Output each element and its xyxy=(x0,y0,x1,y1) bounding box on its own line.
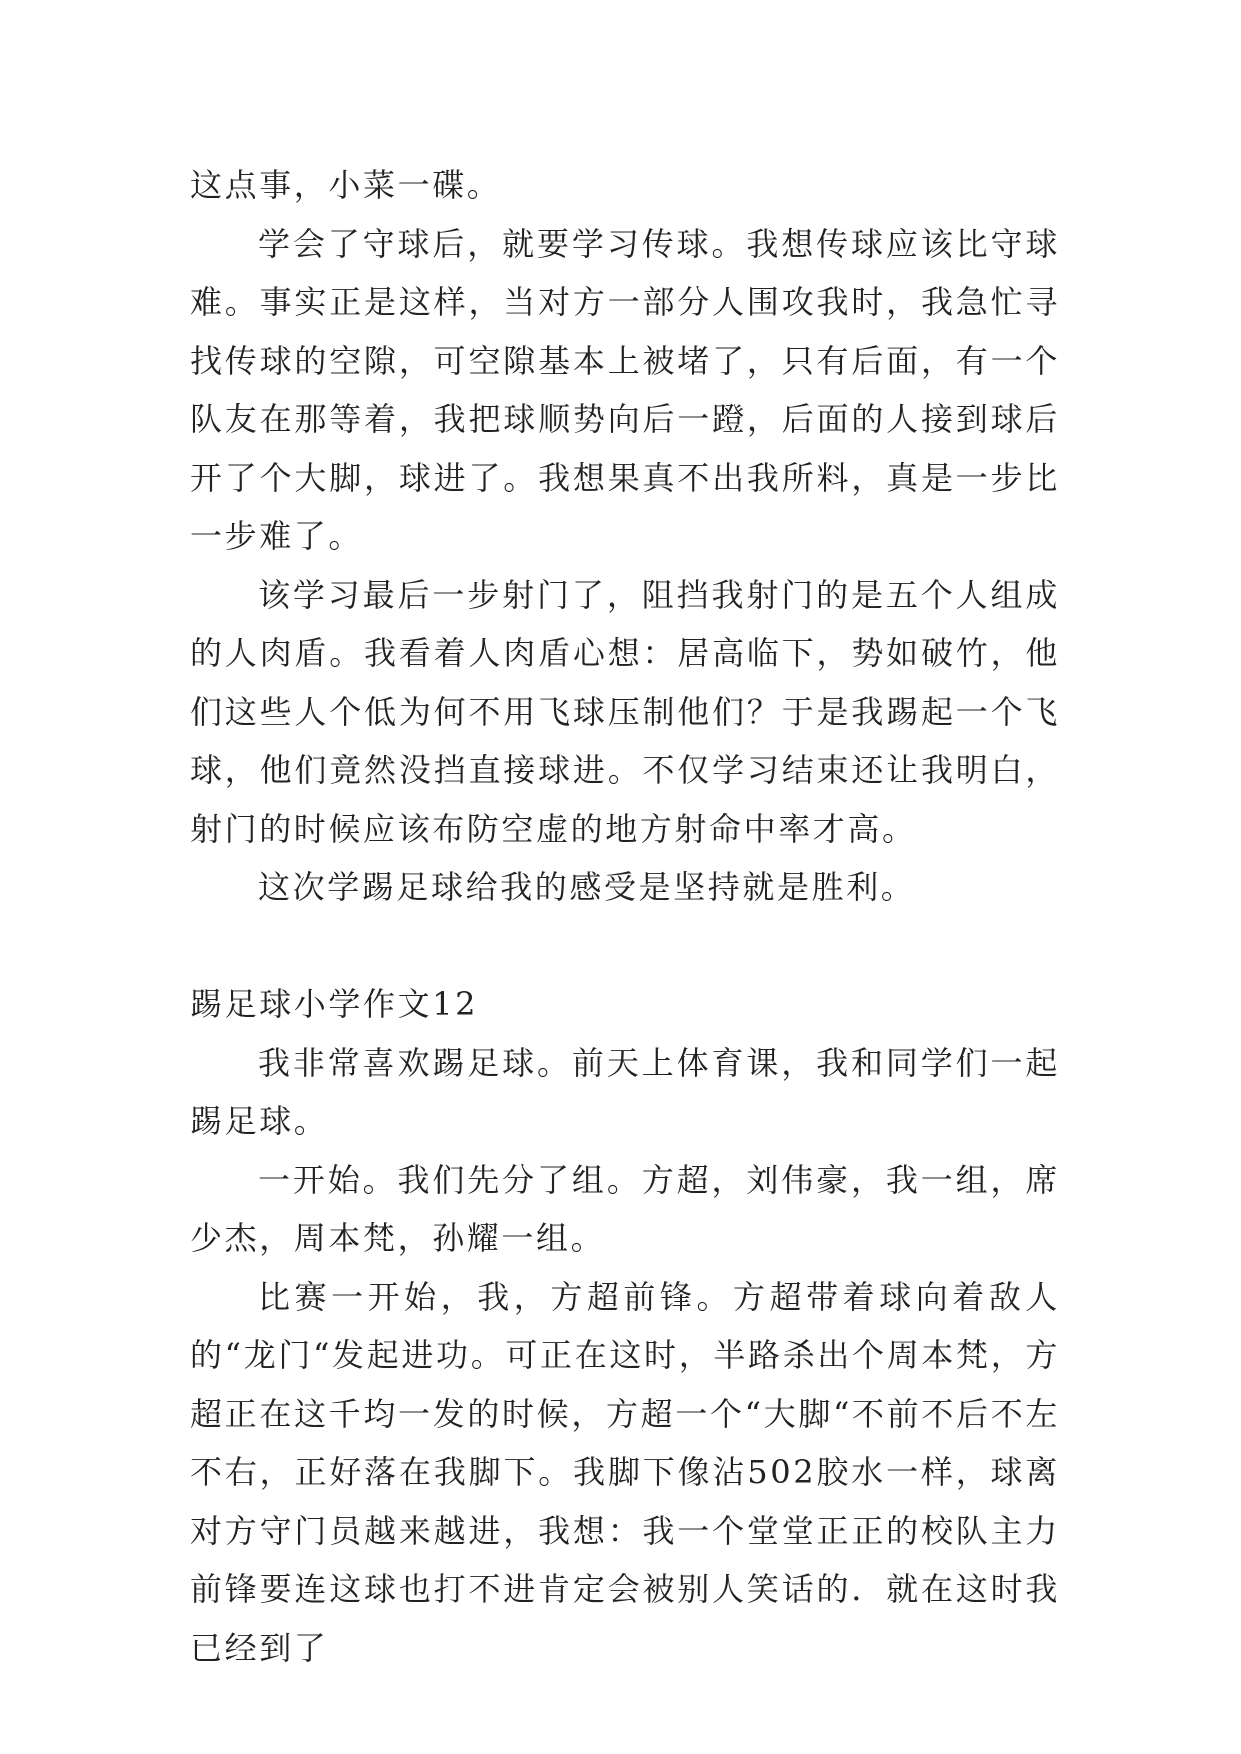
paragraph-teams: 一开始。我们先分了组。方超，刘伟豪，我一组，席少杰，周本梵，孙耀一组。 xyxy=(190,1160,1060,1257)
document-body xyxy=(190,156,1060,1677)
paragraph-match: 比赛一开始，我，方超前锋。方超带着球向着敌人的“龙门“发起进功。可正在这时，半路杀出个周本梵，方超正在这千均一发的时候，方超一个“大脚“不前不后不左不右，正好落在我脚下。我脚下像沾502胶水一样，球离对方守门员越来越进，我想：我一个堂堂正正的校队主力前锋要连这球也打不进肯定会被别人笑话的．就在这时我已经到了 xyxy=(190,1277,1060,1667)
paragraph-intro: 我非常喜欢踢足球。前天上体育课，我和同学们一起踢足球。 xyxy=(190,1043,1060,1140)
paragraph-passing: 学会了守球后，就要学习传球。我想传球应该比守球难。事实正是这样，当对方一部分人围攻我时，我急忙寻找传球的空隙，可空隙基本上被堵了，只有后面，有一个队友在那等着，我把球顺势向后一蹬，后面的人接到球后开了个大脚，球进了。我想果真不出我所料，真是一步比一步难了。 xyxy=(190,224,1060,555)
section-spacer xyxy=(190,917,1060,976)
paragraph-shooting: 该学习最后一步射门了，阻挡我射门的是五个人组成的人肉盾。我看着人肉盾心想：居高临下，势如破竹，他们这些人个低为何不用飞球压制他们？于是我踢起一个飞球，他们竟然没挡直接球进。不仅学习结束还让我明白，射门的时候应该布防空虚的地方射命中率才高。 xyxy=(190,575,1060,848)
paragraph-continuation: 这点事，小菜一碟。 xyxy=(190,166,502,204)
section-title: 踢足球小学作文12 xyxy=(190,985,479,1023)
paragraph-conclusion: 这次学踢足球给我的感受是坚持就是胜利。 xyxy=(258,868,916,906)
